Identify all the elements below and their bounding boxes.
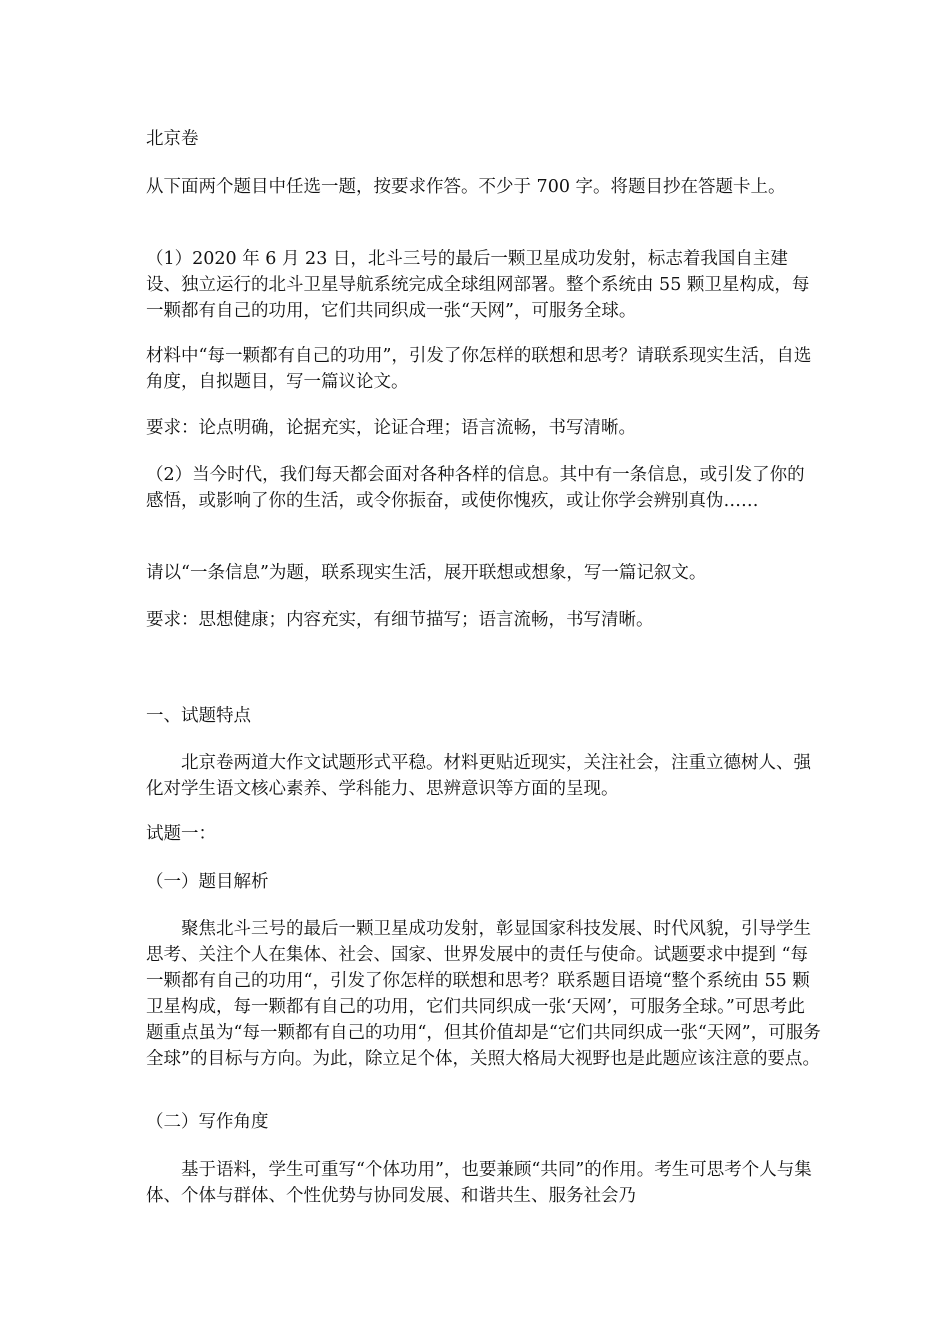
document-title: 北京卷 <box>146 129 199 149</box>
section-body-features: 北京卷两道大作文试题形式平稳。材料更贴近现实，关注社会，注重立德树人、强化对学生语文核心素养、学科能力、思辨意识等方面的呈现。 <box>146 753 811 799</box>
analysis-body: 聚焦北斗三号的最后一颗卫星成功发射，彰显国家科技发展、时代风貌，引导学生思考、关注个人在集体、社会、国家、世界发展中的责任与使命。试题要求中提到 “每一颗都有自己的功用“，引发了你怎样的联想和思考？联系题目语境“整个系统由 55 颗卫星构成，每一颗都有自己的功用，它们共同织成一张‘天网’，可服务全球。”可思考此题重点虽为“每一颗都有自己的功用“，但其价值却是“它们共同织成一张“天网”，可服务全球”的目标与方向。为此，除立足个体，关照大格局大视野也是此题应该注意的要点。 <box>146 919 821 1069</box>
angle-heading: （二）写作角度 <box>146 1112 269 1132</box>
question1-label: 试题一： <box>146 824 216 844</box>
prompt2-task: 请以“一条信息”为题，联系现实生活，展开联想或想象，写一篇记叙文。 <box>146 563 707 583</box>
prompt2-requirements: 要求：思想健康；内容充实，有细节描写；语言流畅，书写清晰。 <box>146 610 654 630</box>
prompt1-task: 材料中“每一颗都有自己的功用”，引发了你怎样的联想和思考？请联系现实生活，自选角度，自拟题目，写一篇议论文。 <box>146 346 812 392</box>
section-heading-features: 一、试题特点 <box>146 706 251 726</box>
analysis-heading: （一）题目解析 <box>146 872 269 892</box>
prompt1-requirements: 要求：论点明确，论据充实，论证合理；语言流畅，书写清晰。 <box>146 418 636 438</box>
prompt1-material: （1）2020 年 6 月 23 日，北斗三号的最后一颗卫星成功发射，标志着我国自主建设、独立运行的北斗卫星导航系统完成全球组网部署。整个系统由 55 颗卫星构成，每一颗都有自己的功用，它们共同织成一张“天网”，可服务全球。 <box>146 249 810 321</box>
prompt2-material: （2）当今时代，我们每天都会面对各种各样的信息。其中有一条信息，或引发了你的感悟，或影响了你的生活，或令你振奋，或使你愧疚，或让你学会辨别真伪…… <box>146 465 805 511</box>
instruction-paragraph: 从下面两个题目中任选一题，按要求作答。不少于 700 字。将题目抄在答题卡上。 <box>146 177 786 197</box>
angle-body: 基于语料，学生可重写“个体功用”，也要兼顾“共同”的作用。考生可思考个人与集体、个体与群体、个性优势与协同发展、和谐共生、服务社会乃 <box>146 1160 812 1206</box>
